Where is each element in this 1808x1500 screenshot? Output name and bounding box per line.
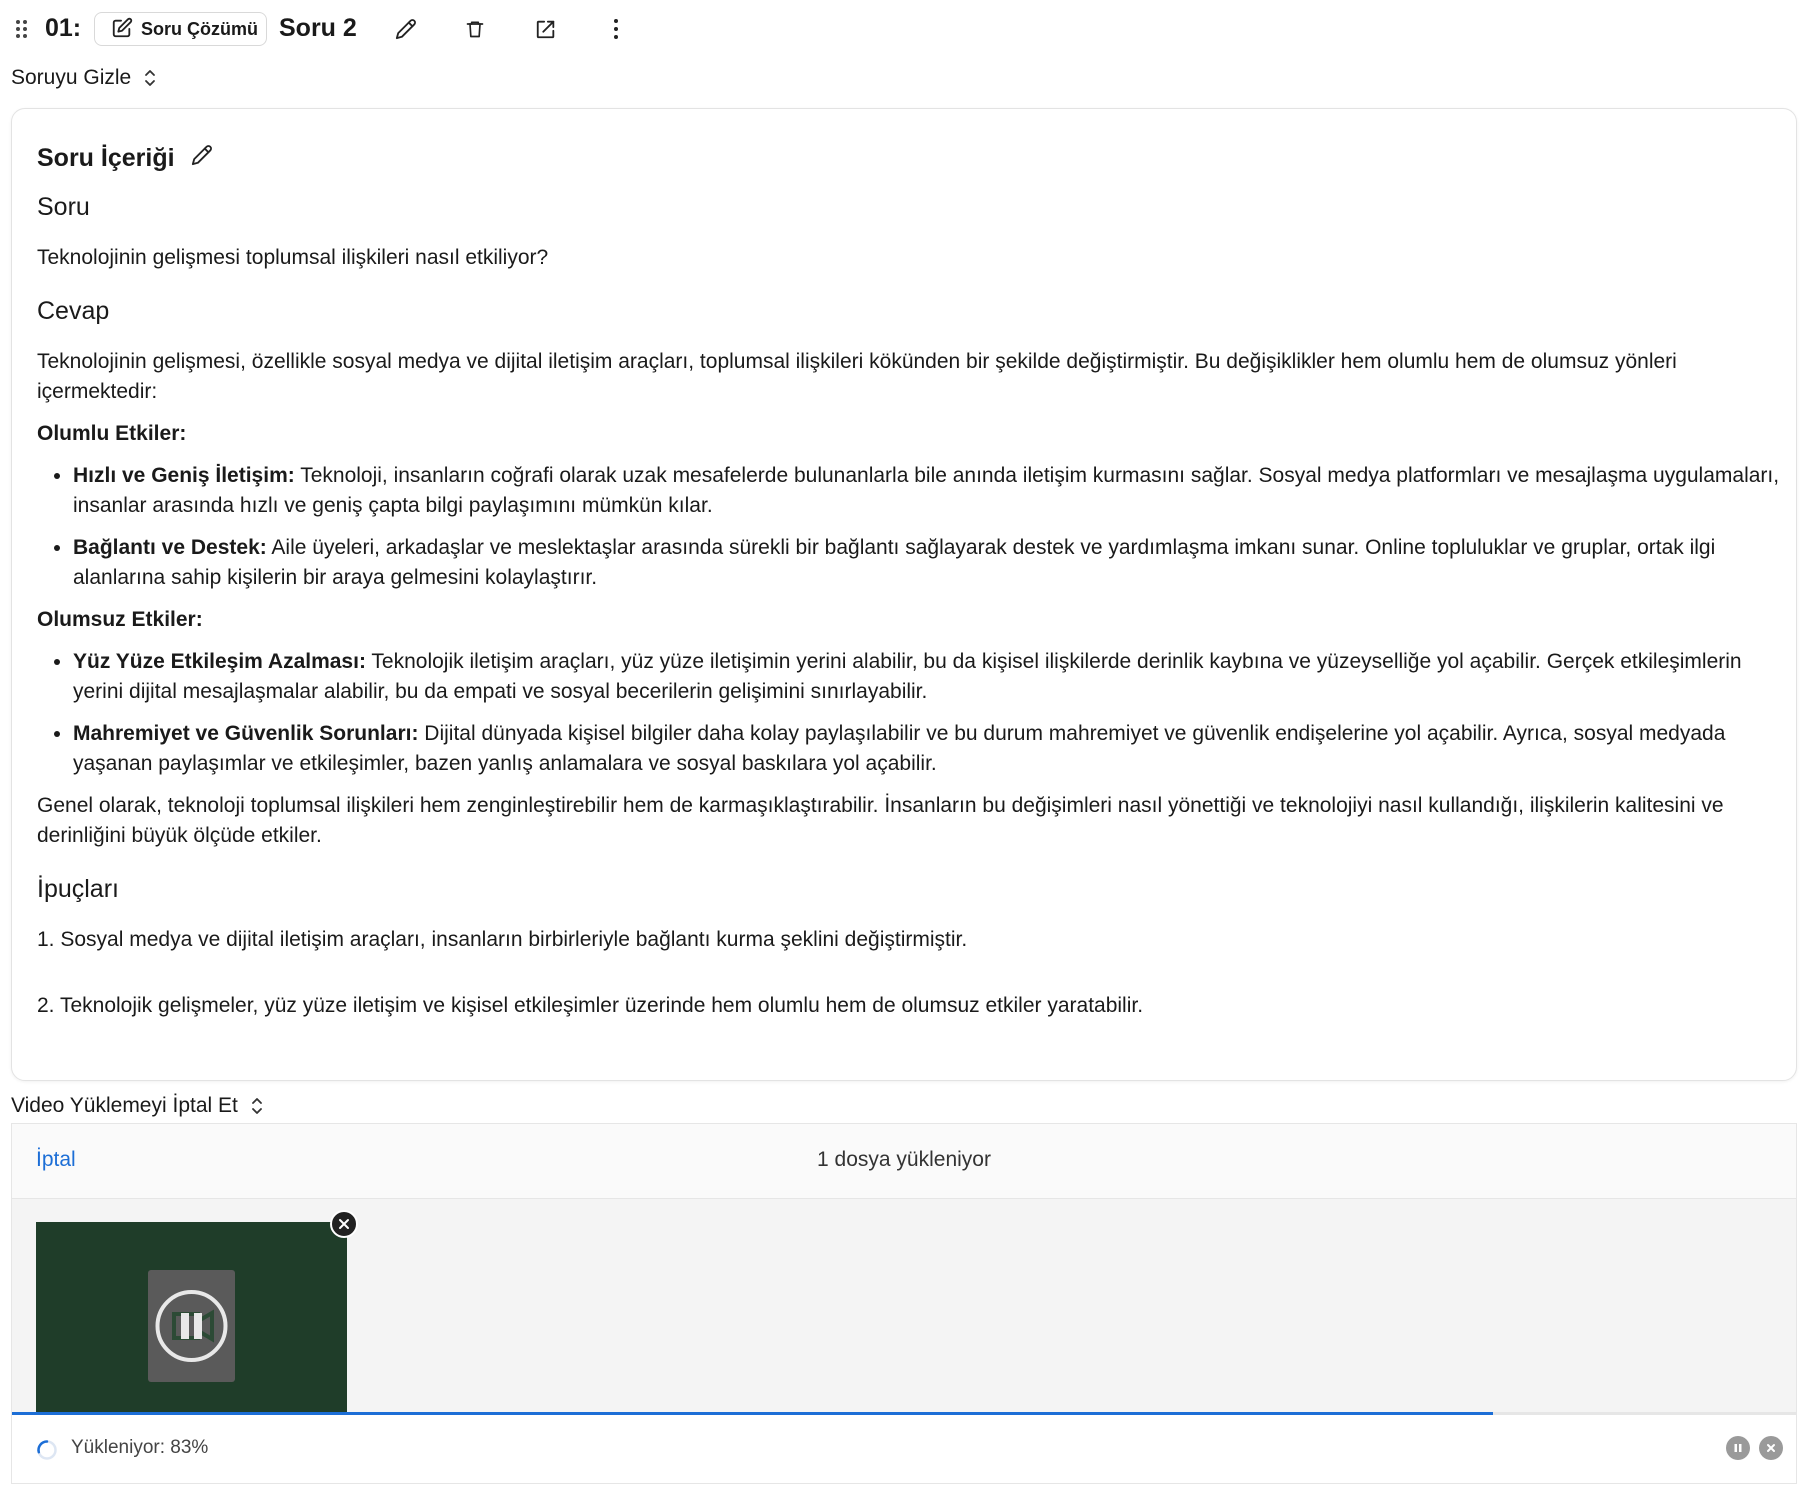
edit-square-icon bbox=[111, 17, 133, 42]
positive-list bbox=[37, 461, 1782, 593]
list-item: • Hızlı ve Geniş İletişim: Teknoloji, insanların coğrafi olarak uzak mesafelerde bulunanlarla bile anında iletişim kurmasını sağlar. Sosyal medya platformları ve mesajlaşma uygulamaları, insanlar arasında hızlı ve geniş çapta bilgi paylaşımını mümkün kılar. bbox=[73, 461, 1782, 521]
negative-heading: Olumsuz Etkiler: bbox=[37, 608, 203, 631]
external-link-icon[interactable] bbox=[532, 15, 560, 43]
list-item: • Bağlantı ve Destek: Aile üyeleri, arkadaşlar ve meslektaşlar arasında sürekli bir bağlantı sağlayarak destek ve yardımlaşma imkanı sunar. Online topluluklar ve gruplar, ortak ilgi alanlarına sahip kişilerin bir araya gelmesini kolaylaştırır. bbox=[73, 533, 1782, 593]
hint-item: 2. Teknolojik gelişmeler, yüz yüze iletişim ve kişisel etkileşimler üzerinde hem olumlu hem de olumsuz etkiler yaratabilir. bbox=[37, 994, 1144, 1017]
close-icon[interactable] bbox=[330, 1210, 358, 1238]
question-text: Teknolojinin gelişmesi toplumsal ilişkileri nasıl etkiliyor? bbox=[37, 246, 549, 269]
hide-question-toggle[interactable] bbox=[11, 66, 157, 90]
question-heading: Soru bbox=[37, 193, 90, 221]
negative-list bbox=[37, 647, 1782, 779]
upload-status-text: Yükleniyor: 83% bbox=[71, 1437, 209, 1458]
chevron-up-down-icon bbox=[143, 68, 157, 88]
video-uploader bbox=[11, 1123, 1797, 1484]
pencil-icon[interactable] bbox=[191, 144, 217, 170]
hide-question-label: Soruyu Gizle bbox=[11, 66, 132, 89]
list-item: • Yüz Yüze Etkileşim Azalması: Teknolojik iletişim araçları, yüz yüze iletişimin yerini alabilir, bu da kişisel ilişkilerde derinlik kaybına ve yüzeyselliğe yol açabilir. Gerçek etkileşimlerin yerini dijital mesajlaşmalar alabilir, bu da empati ve sosyal becerilerin gelişimini sınırlayabilir. bbox=[73, 647, 1782, 707]
cancel-icon[interactable] bbox=[1759, 1436, 1783, 1460]
cancel-upload-link[interactable]: İptal bbox=[36, 1148, 76, 1171]
question-title: Soru 2 bbox=[279, 14, 357, 42]
question-content bbox=[37, 191, 1782, 1021]
question-toolbar bbox=[0, 0, 1808, 58]
upload-status-bar bbox=[12, 1415, 1796, 1483]
more-vertical-icon[interactable] bbox=[602, 15, 630, 43]
hint-item: 1. Sosyal medya ve dijital iletişim araçları, insanların birbirleriyle bağlantı kurma şeklini değiştirmiştir. bbox=[37, 928, 968, 951]
solution-button[interactable] bbox=[94, 12, 267, 46]
pause-icon[interactable] bbox=[1726, 1436, 1750, 1460]
list-item: • Mahremiyet ve Güvenlik Sorunları: Dijital dünyada kişisel bilgiler daha kolay paylaşılabilir ve bu durum mahremiyet ve güvenlik endişelerine yol açabilir. Ayrıca, sosyal medyada yaşanan paylaşımlar ve etkileşimler, bazen yanlış anlamalara ve sosyal baskılara yol açabilir. bbox=[73, 719, 1782, 779]
cancel-video-upload-label: Video Yüklemeyi İptal Et bbox=[11, 1094, 238, 1117]
positive-heading: Olumlu Etkiler: bbox=[37, 422, 187, 445]
hints-heading: İpuçları bbox=[37, 875, 119, 903]
answer-intro: Teknolojinin gelişmesi, özellikle sosyal medya ve dijital iletişim araçları, toplumsal ilişkileri kökünden bir şekilde değiştirmiştir. Bu değişiklikler hem olumlu hem de olumsuz yönleri içermektedir: bbox=[37, 350, 1677, 403]
cancel-video-upload-toggle[interactable] bbox=[11, 1094, 264, 1118]
solution-button-label: Soru Çözümü bbox=[141, 18, 258, 39]
answer-heading: Cevap bbox=[37, 297, 110, 325]
video-thumbnail bbox=[36, 1222, 347, 1412]
drag-handle-icon[interactable] bbox=[14, 19, 30, 39]
question-content-card bbox=[11, 108, 1797, 1081]
card-title: Soru İçeriği bbox=[37, 144, 175, 172]
upload-count-text: 1 dosya yükleniyor bbox=[817, 1148, 991, 1171]
pencil-icon[interactable] bbox=[392, 15, 420, 43]
loading-spinner-icon bbox=[36, 1439, 58, 1461]
question-index: 01: bbox=[45, 14, 82, 42]
chevron-up-down-icon bbox=[250, 1096, 264, 1116]
trash-icon[interactable] bbox=[461, 15, 489, 43]
answer-conclusion: Genel olarak, teknoloji toplumsal ilişkileri hem zenginleştirebilir hem de karmaşıklaştırabilir. İnsanların bu değişimleri nasıl yönettiği ve teknolojiyi nasıl kullandığı, ilişkilerin kalitesini ve derinliğini büyük ölçüde etkiler. bbox=[37, 794, 1724, 847]
video-file-icon bbox=[148, 1270, 235, 1382]
uploader-header bbox=[12, 1124, 1796, 1199]
